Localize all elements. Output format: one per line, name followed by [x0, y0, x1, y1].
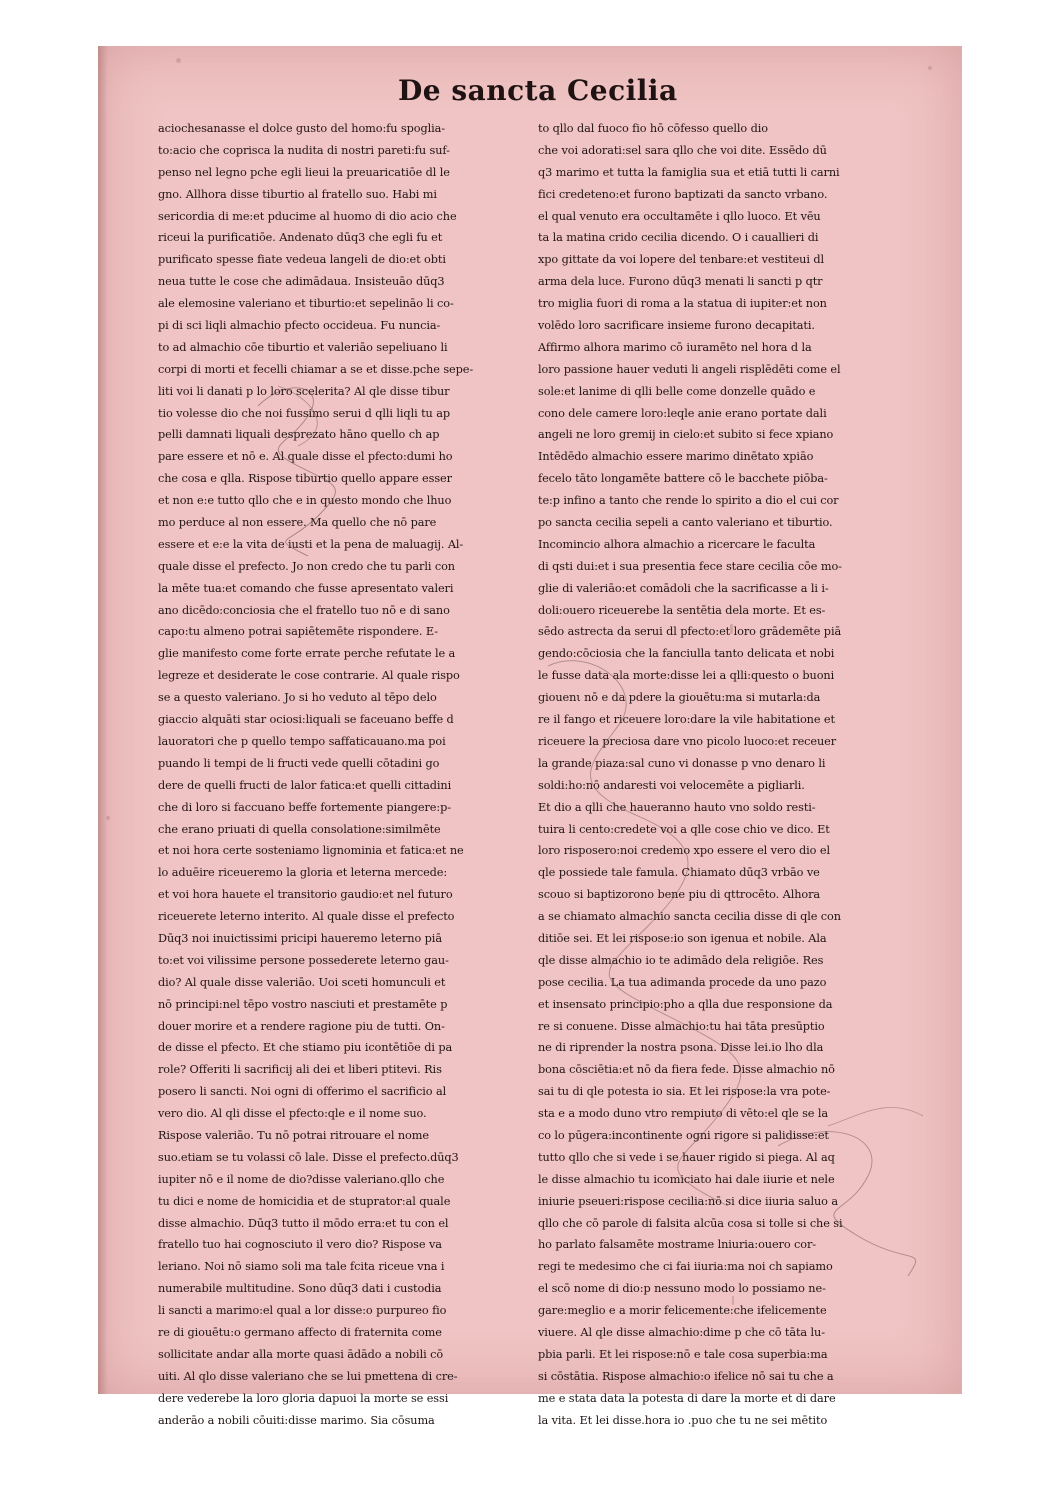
text-line: to:acio che coprisca la nudita di nostri pareti:fu suf-	[158, 143, 450, 157]
text-line: giouenι nō e da pdere la giouētu:ma si mutarla:da	[538, 691, 821, 705]
text-line: posero li sancti. Noi ogni di offerimo el sacrificio al	[158, 1085, 447, 1099]
text-line: me e stata data la potesta di dare la morte et di dare	[538, 1391, 836, 1405]
text-line: et insensato principio:pho a qlla due responsione da	[538, 997, 833, 1011]
text-line: capo:tu almeno potrai sapiētemēte rispondere. E-	[158, 625, 438, 639]
text-line: re di giouētu:o germano affecto di fraternita come	[158, 1325, 442, 1339]
text-line: la mēte tua:et comando che fusse apresentato valeri	[158, 581, 454, 595]
text-line: riceuerete leterno interito. Al quale disse el prefecto	[158, 910, 455, 924]
text-line: anderāo a nobili cōuiti:disse marimo. Sia cōsuma	[158, 1413, 435, 1427]
text-line: penso nel legno pche egli lieui la preuaricatiōe dl le	[158, 165, 450, 179]
text-line: tu dici e nome de homicidia et de stuprator:al quale	[158, 1194, 451, 1208]
text-line: purificato spesse fiate vedeua langeli de dio:et obti	[158, 253, 446, 267]
text-line: el qual venuto era occultamēte i qllo luoco. Et vēu	[538, 209, 821, 223]
text-line: tutto qllo che si vede i se hauer rigido si piega. Al aq	[538, 1150, 835, 1164]
text-line: co lo pūgera:incontinente ogni rigore si palidisse:et	[538, 1128, 829, 1142]
text-line: gno. Allhora disse tiburtio al fratello suo. Habi mi	[158, 187, 437, 201]
text-line: aciochesanasse el dolce gusto del homo:fu spoglia-	[158, 122, 445, 135]
text-line: viuere. Al qle disse almachio:dime p che cō tāta lu-	[538, 1325, 825, 1339]
text-line: pelli damnati liquali desprezato hāno quello ch ap	[158, 428, 440, 442]
text-line: ho parlato falsamēte mostrame lniuria:ouero cor-	[538, 1238, 816, 1252]
text-line: essere et e:e la vita de iusti et la pena de maluagij. Al-	[158, 537, 464, 551]
text-line: Incomincio alhora almachio a ricercare le faculta	[538, 537, 816, 551]
text-line: scouo si baptizorono bene piu di qttrocēto. Alhora	[538, 888, 821, 902]
text-line: pose cecilia. La tua adimanda procede da uno pazo	[538, 975, 827, 989]
text-line: a se chiamato almachio sancta cecilia disse di qle con	[538, 910, 841, 924]
text-line: et noi hora certe sosteniamo lignominia et fatica:et ne	[158, 844, 464, 858]
text-line: douer morire et a rendere ragione piu de tutti. On-	[158, 1019, 445, 1033]
text-line: che voi adorati:sel sara qllo che voi dite. Essēdo dū	[538, 143, 827, 157]
text-line: glie manifesto come forte errate perche refutate le a	[158, 647, 456, 661]
text-line: de disse el pfecto. Et che stiamo piu icontētiōe di pa	[158, 1041, 453, 1055]
text-line: po sancta cecilia sepeli a canto valeriano et tiburtio.	[538, 516, 833, 530]
text-line: riceui la purificatiōe. Andenato dūq3 che egli fu et	[158, 231, 443, 245]
text-line: legreze et desiderate le cose contrarie. Al quale rispo	[158, 669, 460, 683]
text-line: fici credeteno:et furono baptizati da sancto vrbano.	[538, 187, 828, 201]
text-line: loro risposero:noi credemo xpo essere el vero dio el	[538, 844, 830, 858]
text-line: angeli ne loro gremij in cielo:et subito si fece xpiano	[538, 428, 834, 442]
text-line: suo.etiam se tu volassi cō lale. Disse el prefecto.dūq3	[158, 1150, 459, 1164]
text-line: te:p infino a tanto che rende lo spirito a dio el cui cor	[538, 494, 839, 508]
text-line: cono dele camere loro:leqle anie erano portate dali	[538, 406, 827, 420]
text-line: sta e a modo duno vtro rempiuto di vēto:el qle se la	[538, 1107, 829, 1121]
text-line: le fusse data ala morte:disse lei a qlli:questo o buoni	[538, 669, 835, 683]
text-line: leriano. Noi nō siamo soli ma tale fcita riceue vna i	[158, 1260, 445, 1274]
text-line: sai tu di qle potesta io sia. Et lei rispose:la vra pote-	[538, 1085, 831, 1099]
text-line: fratello tuo hai cognosciuto il vero dio? Rispose va	[158, 1238, 442, 1252]
text-line: tuira li cento:credete voi a qlle cose chio ve dico. Et	[538, 822, 830, 836]
text-column-left	[158, 118, 516, 1427]
text-line: lo aduēire riceueremo la gloria et leterna mercede:	[158, 866, 448, 880]
text-line: giaccio alquāti star ociosi:liquali se faceuano beffe d	[158, 713, 454, 727]
text-line: li sancti a marimo:el qual a lor disse:o purpureo fio	[158, 1304, 447, 1318]
text-line: mo perduce al non essere. Ma quello che nō pare	[158, 516, 437, 530]
text-line: re si conuene. Disse almachio:tu hai tāta presūptio	[538, 1019, 825, 1033]
text-line: corpi di morti et fecelli chiamar a se et disse.pche sepe-	[158, 362, 474, 376]
text-line: liti voi li danati p lo loro scelerita? Al qle disse tibur	[158, 384, 450, 398]
text-line: sole:et lanime di qlli belle come donzelle quādo e	[538, 384, 816, 398]
text-line: sollicitate andar alla morte quasi ādādo a nobili cō	[158, 1347, 444, 1361]
text-line: pi di sci liqli almachio pfecto occideua. Fu nuncia-	[158, 319, 441, 333]
text-line: el scō nome di dio:p nessuno modo lo possiamo ne-	[538, 1282, 826, 1296]
text-line: fecelo tāto longamēte battere cō le bacchete piōba-	[538, 472, 828, 486]
text-line: la grande piaza:sal cuno vi donasse p vno denaro li	[538, 756, 826, 770]
text-line: arma dela luce. Furono dūq3 menati li sancti p qtr	[538, 275, 823, 289]
text-line: qle possiede tale famula. Chiamato dūq3 vrbāo ve	[538, 866, 820, 880]
text-line: xpo gittate da voi lopere del tenbare:et vestiteui dl	[538, 253, 824, 267]
text-line: lauoratori che p quello tempo saffaticauano.ma poi	[158, 734, 446, 748]
text-line: ale elemosine valeriano et tiburtio:et sepelināo li co-	[158, 297, 454, 311]
page-stain	[106, 816, 110, 820]
text-line: volēdo loro sacrificare insieme furono decapitati.	[538, 319, 815, 333]
text-line: dio? Al quale disse valeriāo. Uoi sceti homunculi et	[158, 975, 446, 989]
text-line: pare essere et nō e. Al quale disse el pfecto:dumi ho	[158, 450, 453, 464]
text-line: glie di valeriāo:et comādoli che la sacrificasse a li i-	[538, 581, 829, 595]
text-line: to ad almachio cōe tiburtio et valeriāo sepeliuano li	[158, 340, 448, 354]
text-line: re il fango et riceuere loro:dare la vile habitatione et	[538, 713, 835, 727]
text-line: et non e:e tutto qllo che e in questo mondo che lhuo	[158, 494, 452, 508]
text-line: puando li tempi de li fructi vede quelli cōtadini go	[158, 756, 440, 770]
text-line: neua tutte le cose che adimādaua. Insisteuāo dūq3	[158, 275, 445, 289]
text-line: Dūq3 noi inuictissimi pricipi haueremo leterno piā	[158, 931, 442, 945]
text-line: ano dicēdo:conciosia che el fratello tuo nō e di sano	[158, 603, 450, 617]
text-line: che cosa e qlla. Rispose tiburtio quello appare esser	[158, 472, 452, 486]
text-line: gendo:cōciosia che la fanciulla tanto delicata et nobi	[538, 647, 835, 661]
text-line: sēdo astrecta da serui dl pfecto:et loro grādemēte piā	[538, 625, 842, 639]
text-line: di qsti dui:et i sua presentia fece stare cecilia cōe mo-	[538, 559, 842, 573]
text-line: to:et voi vilissime persone possederete leterno gau-	[158, 953, 449, 967]
text-line: che erano priuati di quella consolatione:similmēte	[158, 822, 441, 836]
page-header-title: De sancta Cecilia	[398, 74, 678, 107]
text-line: si cōstātia. Rispose almachio:o ifelice nō sai tu che a	[538, 1369, 834, 1383]
page-stain	[176, 58, 181, 63]
text-line: bona cōsciētia:et nō da fiera fede. Disse almachio nō	[538, 1063, 835, 1077]
text-line: Rispose valeriāo. Tu nō potrai ritrouare el nome	[158, 1128, 429, 1142]
text-line: gare:meglio e a morir felicemente:che ifelicemente	[538, 1304, 827, 1318]
text-line: et voi hora hauete el transitorio gaudio:et nel futuro	[158, 888, 453, 902]
text-line: riceuere la preciosa dare vno picolo luoco:et receuer	[538, 734, 837, 748]
text-line: tio volesse dio che noi fussimo serui d qlli liqli tu ap	[158, 406, 450, 420]
text-line: pbia parli. Et lei rispose:nō e tale cosa superbia:ma	[538, 1347, 828, 1361]
text-line: dere de quelli fructi de lalor fatica:et quelli cittadini	[158, 778, 452, 792]
text-line: role? Offeriti li sacrificij ali dei et liberi ptitevi. Ris	[158, 1063, 442, 1077]
page-gutter-shadow	[98, 46, 108, 1394]
text-line: nō principi:nel tēpo vostro nasciuti et prestamēte p	[158, 997, 448, 1011]
text-line: dere vederebe la loro gloria dapuoi la morte se essi	[158, 1391, 449, 1405]
text-line: to qllo dal fuoco fio hō cōfesso quello dio	[538, 122, 768, 135]
text-line: che di loro si faccuano beffe fortemente piangere:p-	[158, 800, 451, 814]
text-line: le disse almachio tu icomiciato hai dale iiurie et nele	[538, 1172, 835, 1186]
text-line: ditiōe sei. Et lei rispose:io son igenua et nobile. Ala	[538, 931, 827, 945]
text-line: vero dio. Al qli disse el pfecto:qle e il nome suo.	[158, 1107, 427, 1121]
text-line: qle disse almachio io te adimādo dela religiōe. Res	[538, 953, 824, 967]
book-page	[98, 46, 962, 1427]
text-line: iupiter nō e il nome de dio?disse valeriano.qllo che	[158, 1172, 445, 1186]
text-line: se a questo valeriano. Jo si ho veduto al tēpo delo	[158, 691, 437, 705]
text-line: loro passione hauer veduti li angeli risplēdēti come el	[538, 362, 841, 376]
text-line: regi te medesimo che ci fai iiuria:ma noi ch sapiamo	[538, 1260, 833, 1274]
text-line: doli:ouero riceuerebe la sentētia dela morte. Et es-	[538, 603, 826, 617]
text-line: iniurie pseueri:rispose cecilia:nō si dice iiuria saluo a	[538, 1194, 839, 1208]
text-line: uiti. Al qlo disse valeriano che se lui pmettena di cre-	[158, 1369, 458, 1383]
text-line: tro miglia fuori di roma a la statua di iupiter:et non	[538, 297, 827, 311]
text-line: sericordia di me:et pducime al huomo di dio acio che	[158, 209, 457, 223]
text-line: Et dio a qlli che haueranno hauto vno soldo resti-	[538, 800, 816, 814]
text-line: ta la matina crido cecilia dicendo. O i cauallieri di	[538, 231, 819, 245]
text-line: q3 marimo et tutta la famiglia sua et etiā tutti li carni	[538, 165, 840, 179]
text-line: disse almachio. Dūq3 tutto il mōdo erra:et tu con el	[158, 1216, 449, 1230]
text-line: numerabile multitudine. Sono dūq3 dati i custodia	[158, 1282, 442, 1296]
text-line: la vita. Et lei disse.hora io .puo che tu ne sei mētito	[538, 1413, 828, 1427]
page-stain	[928, 66, 932, 70]
text-line: Affirmo alhora marimo cō iuramēto nel hora d la	[538, 340, 812, 354]
text-column-right	[538, 118, 896, 1427]
text-line: ne di riprender la nostra psona. Disse lei.io lho dla	[538, 1041, 824, 1055]
text-line: soldi:ho:nō andaresti voi velocemēte a pigliarli.	[538, 778, 805, 792]
text-line: Intēdēdo almachio essere marimo dinētato xpiāo	[538, 450, 814, 464]
text-line: qllo che cō parole di falsita alcūa cosa si tolle si che si	[538, 1216, 843, 1230]
text-line: quale disse el prefecto. Jo non credo che tu parli con	[158, 559, 455, 573]
